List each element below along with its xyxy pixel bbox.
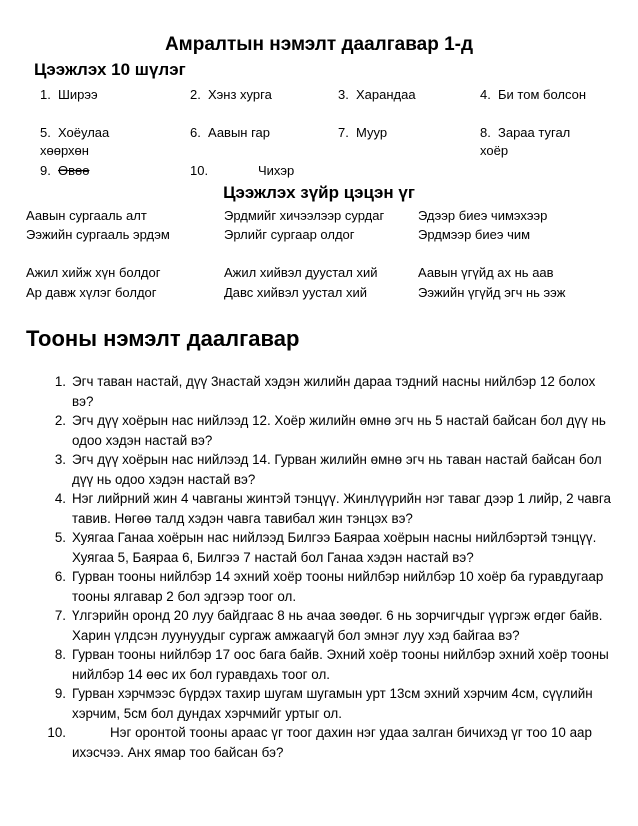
proverb-text: Эдээр биеэ чимэхээр (418, 208, 548, 223)
task-item: 9. Гурван хэрчмээс бүрдэх тахир шугам шугамын урт 13см эхний хэрчим 4см, сүүлийн хэрчим, 5см бол дундах хэрчмийг уртыг ол. (54, 686, 593, 721)
task-item: 6. Гурван тооны нийлбэр 14 эхний хоёр тооны нийлбэр нийлбэр 10 хоёр ба гуравдугаар тооны ялгавар 2 бол эдгээр тоог ол. (54, 569, 604, 604)
task-item: 8. Гурван тооны нийлбэр 17 оос бага байв. Эхний хоёр тооны нийлбэр эхний хоёр тооны нийлбэр 14 өөс их бол гуравдахь тоог ол. (54, 647, 609, 682)
spelling-heading: Цээжлэх 10 шүлэг (34, 60, 186, 79)
proverb-text: Ээжийн үгүйд эгч нь ээж (418, 285, 566, 300)
task-item: 4. Нэг лийрний жин 4 чавганы жинтэй тэнцүү. Жинлүүрийн нэг таваг дээр 1 лийр, 2 чавга тавив. Нөгөө талд хэдэн чавга тавибал жин тэнцэх вэ? (54, 491, 611, 526)
proverb-text: Аавын сургааль алт (26, 208, 147, 223)
proverb-text: Ар давж хүлэг болдог (26, 285, 157, 300)
word-item: 5. Хоёулаа хөөрхөн (40, 125, 110, 158)
task-list (34, 372, 614, 762)
word-item: 4. Би том болсон (480, 87, 587, 102)
proverbs-heading: Цээжлэх зүйр цэцэн үг (223, 183, 415, 202)
task-item: 3. Эгч дүү хоёрын нас нийлээд 14. Гурван жилийн өмнө эгч нь таван настай байсан бол дүү нь одоо хэдэн настай вэ? (54, 452, 602, 487)
word-item: 3. Харандаа (338, 87, 416, 102)
task-item: 7. Үлгэрийн оронд 20 луу байдгаас 8 нь ачаа зөөдөг. 6 нь зорчигчдыг үүргэж өгдөг байв. Харин үлдсэн луунуудыг сургаж амжаагүй бол эмнэг луу хэд байгаа вэ? (54, 608, 603, 643)
math-heading: Тооны нэмэлт даалгавар (26, 326, 300, 351)
word-item: 1. Ширээ (40, 87, 98, 102)
word-item: 2. Хэнз хурга (190, 87, 272, 102)
proverb-text: Эрдмийг хичээлээр сурдаг (224, 208, 385, 223)
proverb-text: Эрлийг сургаар олдог (224, 227, 355, 242)
page-title: Амралтын нэмэлт даалгавар 1-д (164, 34, 474, 55)
word-item: 10. Чихэр (190, 163, 295, 178)
proverb-text: Аавын үгүйд ах нь аав (418, 265, 554, 280)
proverb-text: Ажил хийвэл дуустал хий (224, 265, 378, 280)
word-item: 9. Өвөө (40, 163, 90, 178)
task-item: 5. Хуягаа Ганаа хоёрын нас нийлээд Билгээ Баяраа хоёрын насны нийлбэртэй тэнцүү. Хуягаа 5, Баяраа 6, Билгээ 7 настай бол Ганаа хэдэн настай вэ? (54, 530, 597, 565)
word-item: 8. Зараа тугал хоёр (480, 125, 571, 158)
proverb-text: Ажил хийж хүн болдог (26, 265, 161, 280)
proverb-text: Ээжийн сургааль эрдэм (26, 227, 170, 242)
proverb-text: Давс хийвэл уустал хий (224, 285, 367, 300)
task-item: 2. Эгч дүү хоёрын нас нийлээд 12. Хоёр жилийн өмнө эгч нь 5 настай байсан бол дүү нь одоо хэдэн настай вэ? (54, 413, 606, 448)
word-item: 7. Муур (338, 125, 388, 140)
task-item: 1. Эгч таван настай, дүү 3настай хэдэн жилийн дараа тэдний насны нийлбэр 12 болох вэ? (54, 374, 596, 409)
word-item: 6. Аавын гар (190, 125, 271, 140)
task-item: 10. Нэг оронтой тооны араас үг тоог дахин нэг удаа залган бичихэд үг тоо 10 аар ихэсчээ. Анх ямар тоо байсан бэ? (47, 725, 592, 760)
proverb-text: Эрдмээр биеэ чим (418, 227, 531, 242)
